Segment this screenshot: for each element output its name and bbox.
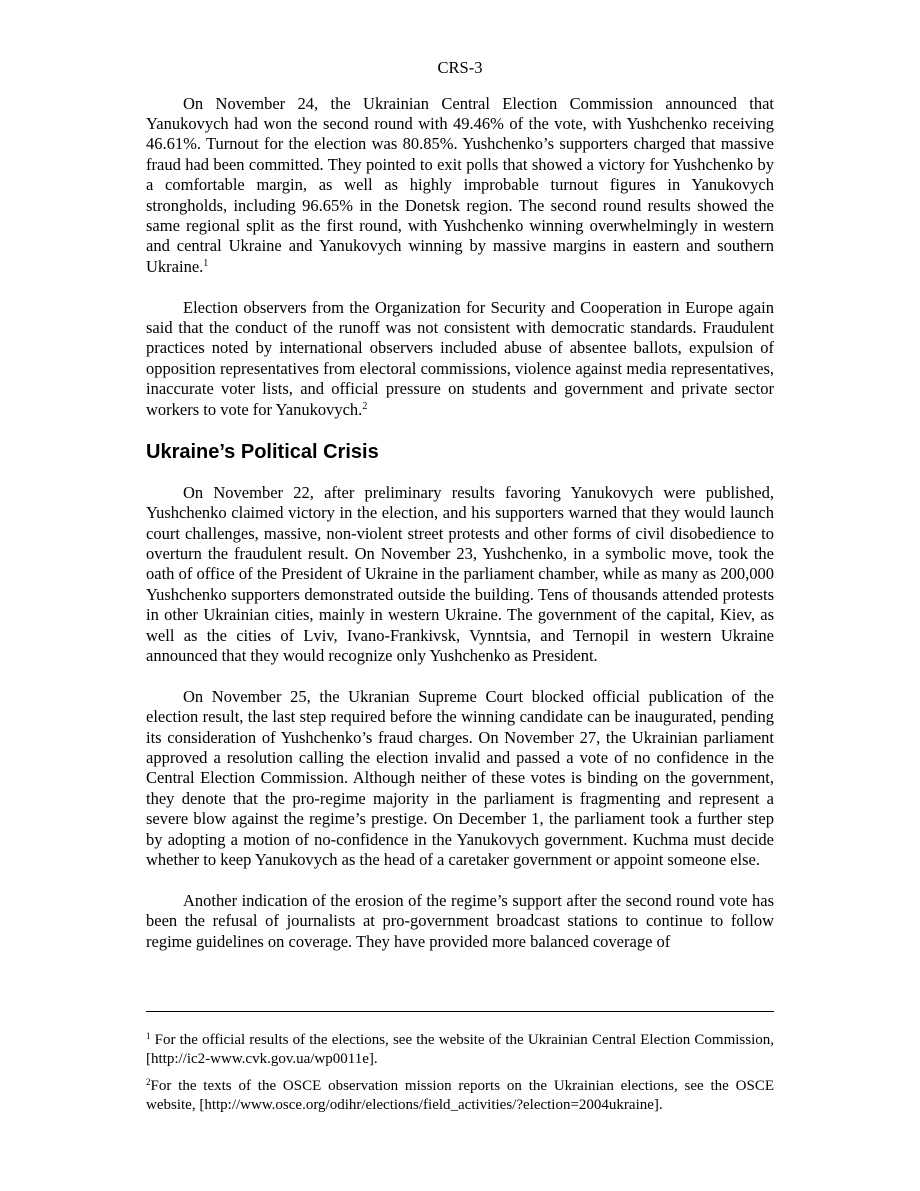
paragraph-osce-observers <box>146 298 774 420</box>
paragraph-journalists: Another indication of the erosion of the regime’s support after the second round vote has been the refusal of journalists at pro-government broadcast stations to continue to follow regime guidelines on coverage. They have provided more balanced coverage of <box>146 890 774 951</box>
footnote-text: For the texts of the OSCE observation mission reports on the Ukrainian elections, see the OSCE website, [http://www.osce.org/odihr/elections/field_activities/?election=2004ukraine]. <box>146 1078 774 1113</box>
footnote-marker: 1 <box>146 1031 151 1041</box>
page-number: CRS-3 <box>437 58 483 77</box>
footnote-ref-2: 2 <box>362 400 368 412</box>
footnote-1 <box>146 1031 774 1068</box>
footnote-divider <box>146 1011 774 1012</box>
footnote-text: For the official results of the elections, see the website of the Ukrainian Central Election Commission, [http://ic2-www.cvk.gov.ua/wp0011e]. <box>146 1032 774 1067</box>
paragraph-text: Election observers from the Organization for Security and Cooperation in Europe again said that the conduct of the runoff was not consistent with democratic standards. Fraudulent practices noted by international observers included abuse of absentee ballots, expulsion of opposition representatives from electoral commissions, violence against media representatives, inaccurate voter lists, and official pressure on students and government and private sector workers to vote for Yanukovych. <box>146 297 774 419</box>
paragraph-text: On November 24, the Ukrainian Central Election Commission announced that Yanukovych had won the second round with 49.46% of the vote, with Yushchenko receiving 46.61%. Turnout for the election was 80.85%. Yushchenko’s supporters charged that massive fraud had been committed. They pointed to exit polls that showed a victory for Yushchenko by a comfortable margin, as well as highly improbable turnout figures in Yanukovych strongholds, including 96.65% in the Donetsk region. The second round results showed the same regional split as the first round, with Yushchenko winning overwhelmingly in western and central Ukraine and Yanukovych winning by massive margins in eastern and southern Ukraine. <box>146 93 774 276</box>
footnotes <box>146 1031 774 1123</box>
footnote-2 <box>146 1077 774 1114</box>
footnote-marker: 2 <box>146 1077 151 1088</box>
main-text <box>146 94 774 953</box>
paragraph-runoff-results <box>146 94 774 278</box>
paragraph-supreme-court: On November 25, the Ukranian Supreme Court blocked official publication of the election result, the last step required before the winning candidate can be inaugurated, pending its consideration of Yushchenko’s fraud charges. On November 27, the Ukrainian parliament approved a resolution calling the election invalid and passed a vote of no confidence in the Central Election Commission. Although neither of these votes is binding on the government, they denote that the pro-regime majority in the parliament is fragmenting and represent a severe blow against the regime’s prestige. On December 1, the parliament took a further step by adopting a motion of no-confidence in the Yanukovych government. Kuchma must decide whether to keep Yanukovych as the head of a caretaker government or appoint someone else. <box>146 686 774 870</box>
section-heading: Ukraine’s Political Crisis <box>146 441 379 464</box>
footnote-ref-1: 1 <box>203 257 209 269</box>
paragraph-protests: On November 22, after preliminary results favoring Yanukovych were published, Yushchenko claimed victory in the election, and his supporters warned that they would launch court challenges, massive, non-violent street protests and other forms of civil disobedience to overturn the fraudulent result. On November 23, Yushchenko, in a symbolic move, took the oath of office of the President of Ukraine in the parliament chamber, while as many as 200,000 Yushchenko supporters demonstrated outside the building. Tens of thousands attended protests in other Ukrainian cities, mainly in western Ukraine. The government of the capital, Kiev, as well as the cities of Lviv, Ivano-Frankivsk, Vynntsia, and Ternopil in western Ukraine announced that they would recognize only Yushchenko as President. <box>146 482 774 666</box>
